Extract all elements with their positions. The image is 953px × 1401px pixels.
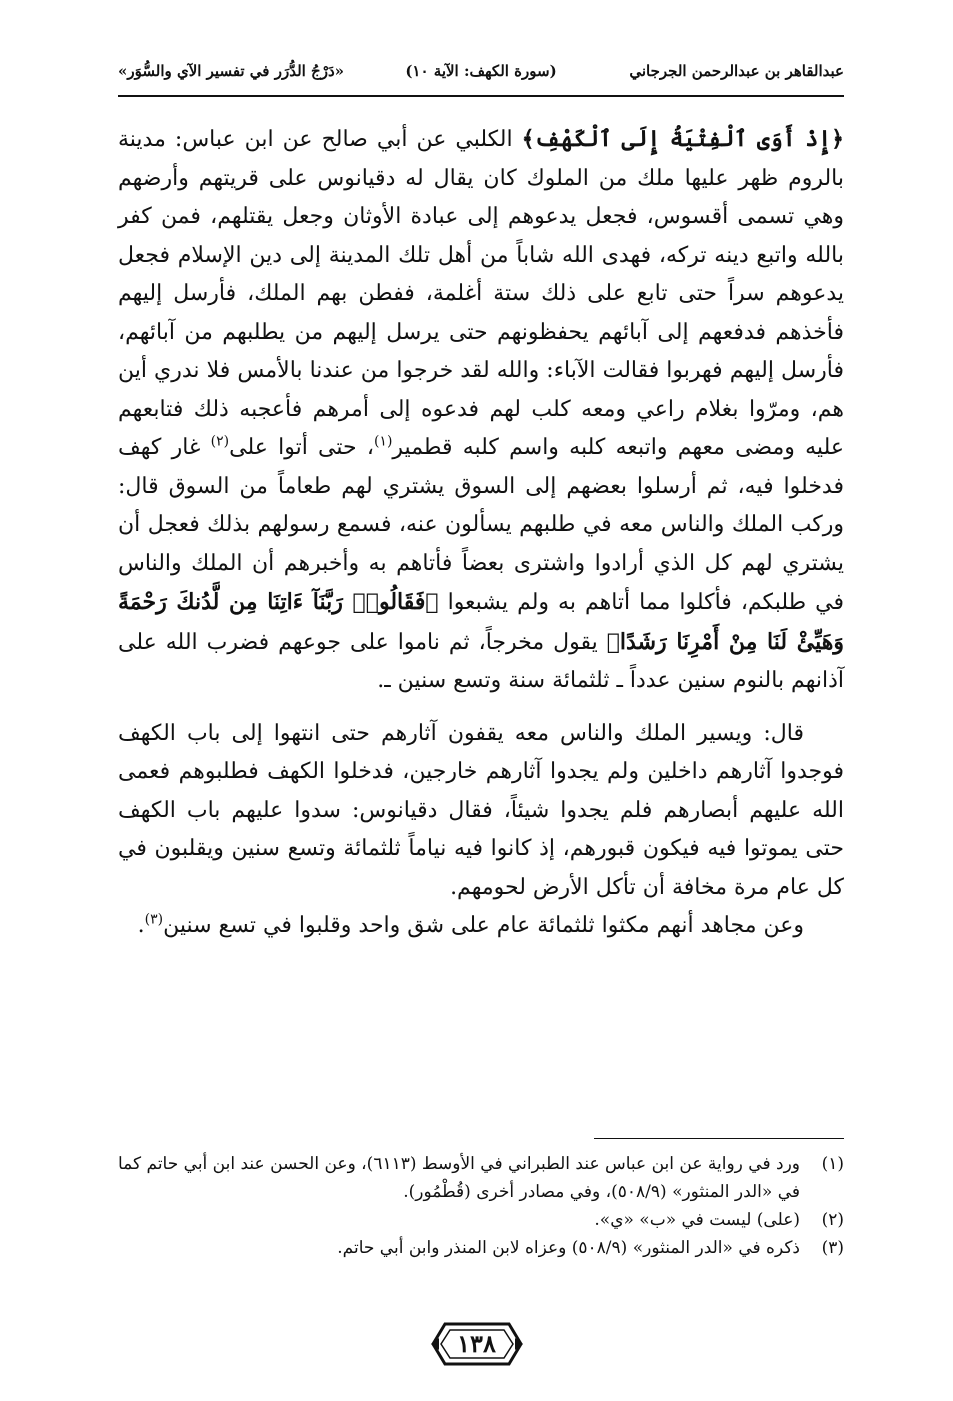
footnote-ref-1[interactable]: (١) (373, 433, 393, 450)
paragraph-1-text-c: غار كهف فدخلوا فيه، ثم أرسلوا بعضهم إلى السوق يشتري لهم طعاماً من السوق قال: وركب الملك والناس معه في طلبهم يسألون عنه، فسمع رسولهم بذلك فعجل أن يشتري لهم كل الذي أرادوا واشترى بعضاً فأتاهم به وأخبرهم أن الملك والناس في طلبكم، فأكلوا مما أتاهم به ولم يشبعوا (118, 435, 844, 615)
footnote-text: ذكره في «الدر المنثور» (٥٠٨/٩) وعزاه لابن المنذر وابن أبي حاتم. (337, 1238, 800, 1258)
footnote-number: (١) (821, 1154, 844, 1174)
paragraph-3 (118, 907, 844, 946)
footnotes (118, 1150, 844, 1262)
quran-verse: ﴿فَقَالُوا۟ رَبَّنَآ ءَاتِنَا مِن لَّدُنكَ رَحْمَةً وَهَيِّئْ لَنَا مِنْ أَمْرِنَا رَشَدًا﴾ (118, 589, 844, 655)
page-number-ornament (429, 1318, 525, 1370)
footnote-ref-2[interactable]: (٢) (210, 433, 230, 450)
paragraph-1 (118, 120, 844, 701)
main-text (118, 120, 844, 946)
header-surah-verse: (سورة الكهف: الآية ١٠) (405, 62, 557, 80)
footnote-text: (على) ليست في «ب» «ي». (594, 1210, 800, 1230)
header-book-title: «دَرْجُ الدُّرَر في تفسير الآي والسُّوَر» (118, 62, 345, 80)
paragraph-1-text-a: الكلبي عن أبي صالح عن ابن عباس: مدينة بالروم ظهر عليها ملك من الملوك كان يقال له دقيانوس على قريتهم وأرضهم وهي تسمى أقسوس، فجعل يدعوهم إلى عبادة الأوثان وجعل يقتلهم، فمن كفر بالله واتبع دينه تركه، فهدى الله شاباً من أهل تلك المدينة إلى دين الإسلام فجعل يدعوهم سراً حتى تابع على ذلك ستة أغلمة، ففطن بهم الملك، فأرسل إليهم فأخذهم فدفعهم إلى آبائهم يحفظونهم حتى يرسل إليهم من يطلبهم من آبائهم، فأرسل إليهم فهربوا فقالت الآباء: والله لقد خرجوا من عندنا بالأمس فلا ندري أين هم، ومرّوا بغلام راعي ومعه كلب لهم فدعوه إلى أمرهم فأعجبه ذلك فتابعهم عليه ومضى معهم واتبعه كلبه واسم كلبه قطمير (118, 127, 844, 460)
paragraph-1-text-b: ، حتى أتوا على (229, 435, 374, 460)
footnote-number: (٢) (821, 1210, 844, 1230)
footnote-ref-3[interactable]: (٣) (144, 911, 164, 928)
header-author: عبدالقاهر بن عبدالرحمن الجرجاني (629, 62, 844, 80)
paragraph-3-text: وعن مجاهد أنهم مكثوا ثلثمائة عام على شق واحد وقلبوا في تسع سنين (163, 913, 804, 938)
header-rule (118, 95, 844, 97)
footnote-rule (594, 1138, 844, 1139)
paragraph-3-end: . (137, 913, 145, 938)
footnote (118, 1234, 844, 1262)
page-number: ١٣٨ (457, 1329, 496, 1358)
paragraph-1-text-d: يقول مخرجاً، ثم ناموا على جوعهم فضرب الله على آذانهم بالنوم سنين عدداً ـ ثلثمائة سنة وتسع سنين ـ. (118, 629, 844, 693)
footnote-text: ورد في رواية عن ابن عباس عند الطبراني في الأوسط (٦١١٣)، وعن الحسن عند ابن أبي حاتم كما في «الدر المنثور» (٥٠٨/٩)، وفي مصادر أخرى (قُطْمُور). (118, 1154, 800, 1202)
paragraph-2: قال: ويسير الملك والناس معه يقفون آثارهم حتى انتهوا إلى باب الكهف فوجدوا آثارهم داخلين ولم يجدوا آثارهم خارجين، فدخلوا الكهف فطلبوهم فعمى الله عليهم أبصارهم فلم يجدوا شيئاً، فقال دقيانوس: سدوا عليهم باب الكهف حتى يموتوا فيه فيكون قبورهم، إذ كانوا فيه نياماً ثلثمائة وتسع سنين ويقلبون في كل عام مرة مخافة أن تأكل الأرض لحومهم. (118, 720, 844, 900)
footnote (118, 1150, 844, 1206)
quran-verse: ﴿إِذْ أَوَى ٱلْفِتْيَةُ إِلَى ٱلْكَهْفِ﴾ (521, 126, 844, 152)
running-header (118, 50, 844, 90)
footnote (118, 1206, 844, 1234)
footnote-number: (٣) (821, 1238, 844, 1258)
